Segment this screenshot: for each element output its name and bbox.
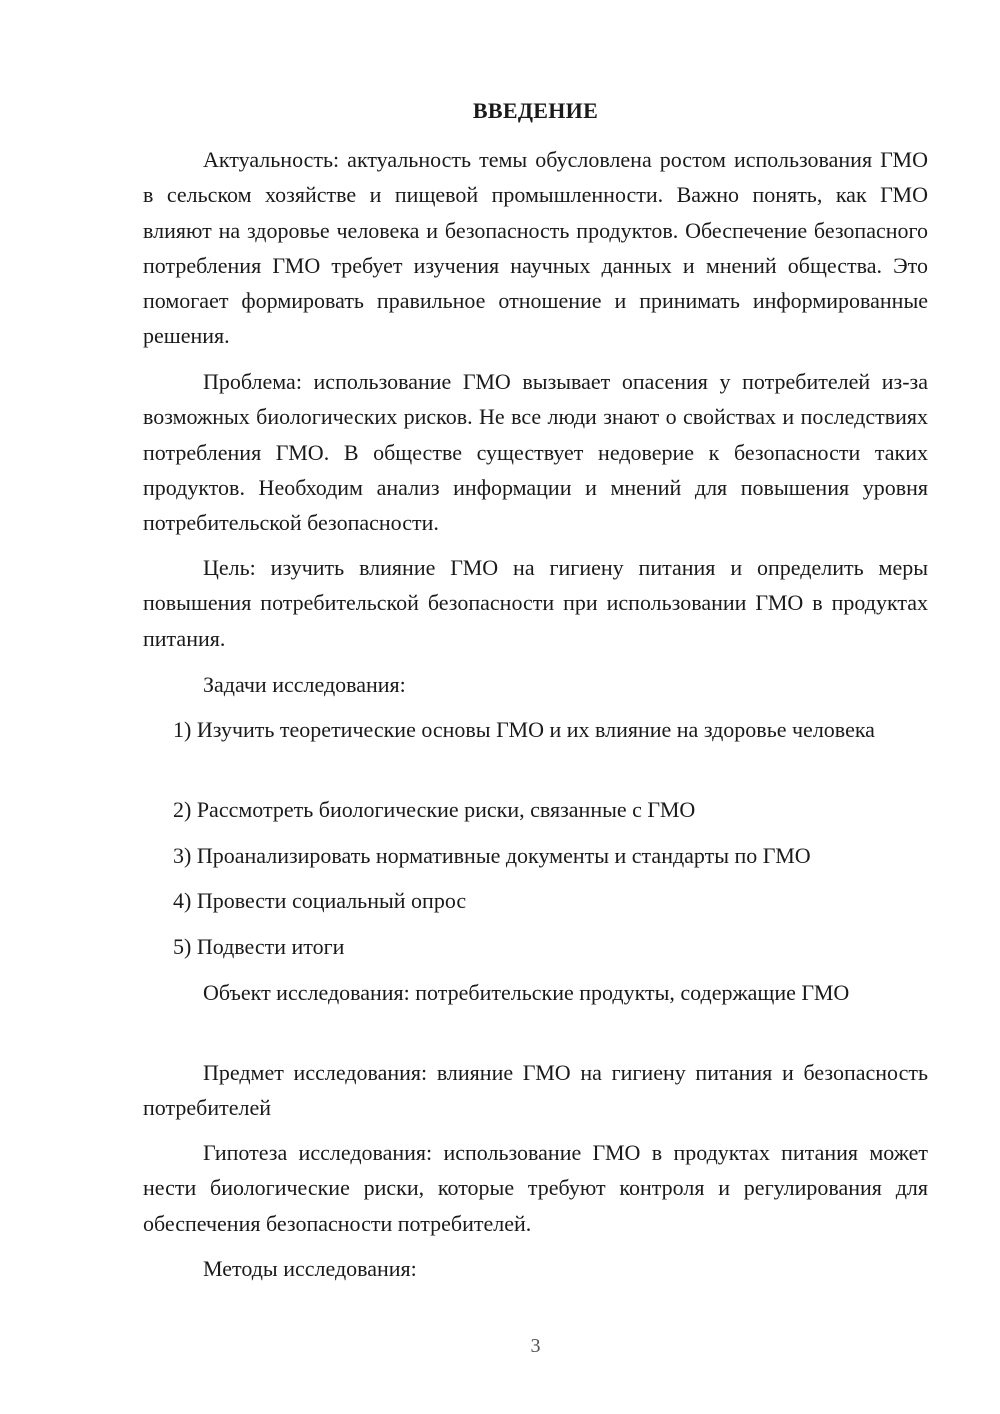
tasks-heading: Задачи исследования: <box>203 672 406 697</box>
paragraph-relevance: Актуальность: актуальность темы обусловлена ростом использования ГМО в сельском хозяйстве и пищевой промышленности. Важно понять, как ГМО влияют на здоровье человека и безопасность продуктов. Обеспечение безопасного потребления ГМО требует изучения научных данных и мнений общества. Это помогает формировать правильное отношение и принимать информированные решения. <box>143 147 928 349</box>
paragraph-object: Объект исследования: потребительские продукты, содержащие ГМО <box>203 980 850 1005</box>
paragraph-hypothesis: Гипотеза исследования: использование ГМО в продуктах питания может нести биологические риски, которые требуют контроля и регулирования для обеспечения безопасности потребителей. <box>143 1140 928 1236</box>
document-page <box>143 0 928 1414</box>
list-item: 4) Провести социальный опрос <box>173 888 467 913</box>
list-item: 3) Проанализировать нормативные документы и стандарты по ГМО <box>173 843 811 868</box>
paragraph-problem: Проблема: использование ГМО вызывает опасения у потребителей из-за возможных биологических рисков. Не все люди знают о свойствах и последствиях потребления ГМО. В обществе существует недоверие к безопасности таких продуктов. Необходим анализ информации и мнений для повышения уровня потребительской безопасности. <box>143 369 928 536</box>
list-item: 2) Рассмотреть биологические риски, связанные с ГМО <box>173 797 696 822</box>
page-number: 3 <box>530 1335 541 1357</box>
paragraph-subject: Предмет исследования: влияние ГМО на гигиену питания и безопасность потребителей <box>143 1060 928 1121</box>
list-item: 5) Подвести итоги <box>173 934 345 959</box>
list-item: 1) Изучить теоретические основы ГМО и их влияние на здоровье человека <box>173 717 875 742</box>
section-title: ВВЕДЕНИЕ <box>472 98 599 123</box>
paragraph-goal: Цель: изучить влияние ГМО на гигиену питания и определить меры повышения потребительской безопасности при использовании ГМО в продуктах питания. <box>143 555 928 651</box>
paragraph-methods: Методы исследования: <box>203 1256 417 1281</box>
